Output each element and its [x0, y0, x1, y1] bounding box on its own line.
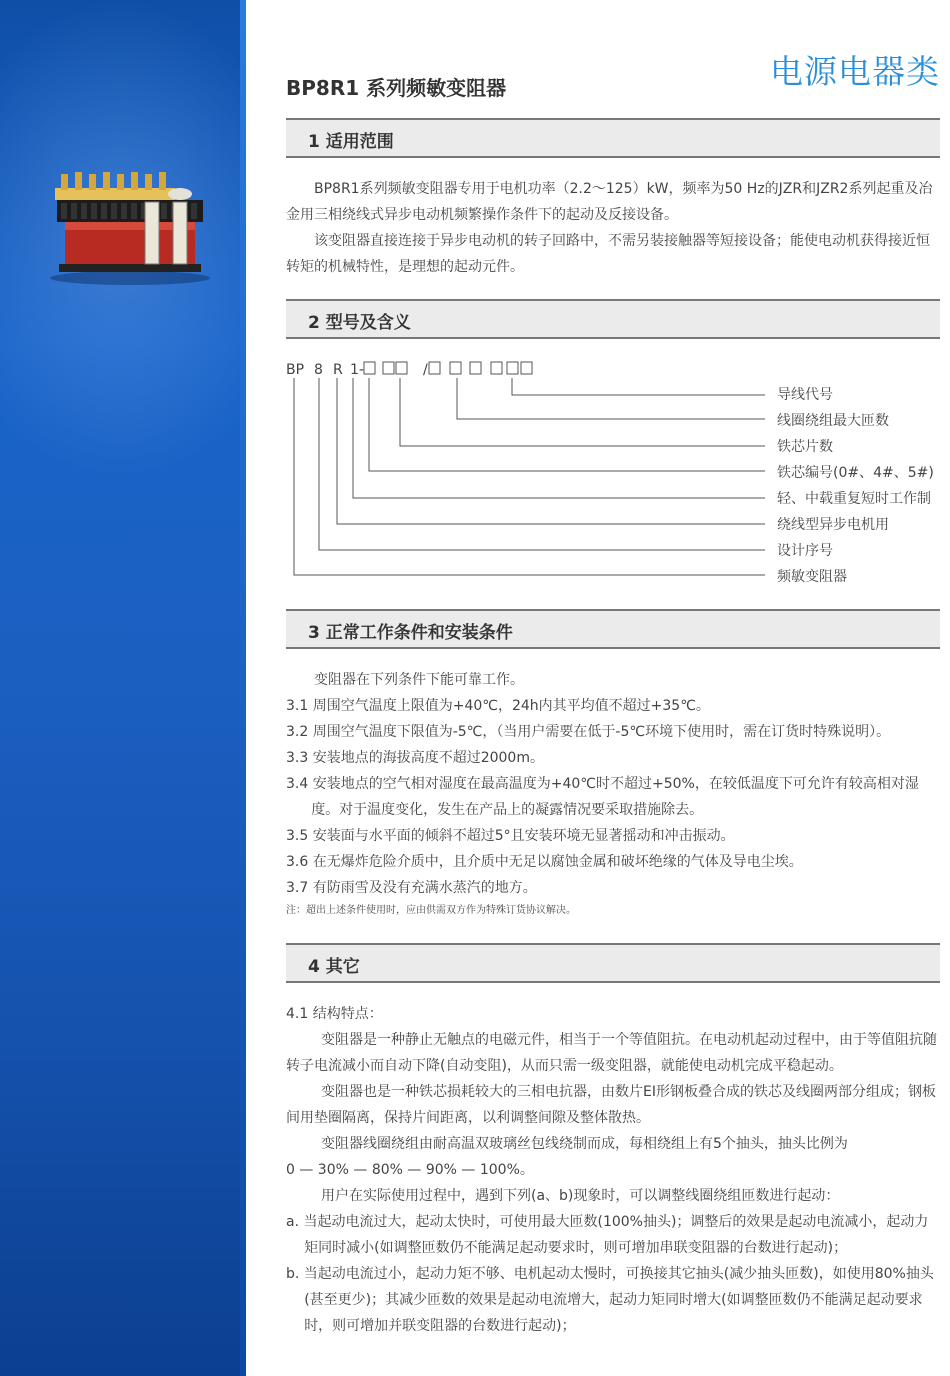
leader-line-2 [457, 378, 765, 419]
section-3-title: 3 正常工作条件和安装条件 [308, 623, 513, 643]
condition-item-7: 3.7 有防雨雪及没有充满水蒸汽的地方。 [286, 880, 537, 896]
section-3-body [286, 667, 940, 921]
section-1-paragraph-1: BP8R1系列频敏变阻器专用于电机功率（2.2～125）kW，频率为50 Hz的JZR和JZR2系列起重及冶金用三相绕线式异步电动机频繁操作条件下的起动及反接设备。 [286, 181, 933, 223]
section-4-paragraph-1: 变阻器是一种静止无触点的电磁元件，相当于一个等值阻抗。在电动机起动过程中，由于等值阻抗随转子电流减小而自动下降(自动变阻)，从而只需一级变阻器，就能使电动机完成平稳起动。 [286, 1032, 937, 1074]
placeholder-box-1 [364, 362, 375, 374]
model-designation-diagram [280, 355, 940, 590]
placeholder-box-2 [383, 362, 394, 374]
section-2-title: 2 型号及含义 [308, 313, 411, 333]
model-label-8: 频敏变阻器 [777, 569, 847, 585]
model-label-4: 铁芯编号(0#、4#、5#) [777, 465, 934, 481]
model-part-bp: BP [286, 362, 305, 378]
section-4-title: 4 其它 [308, 957, 360, 977]
category-title: 电源电器类 [770, 52, 940, 91]
section-4-subtitle: 4.1 结构特点： [286, 1006, 383, 1022]
placeholder-box-5 [450, 362, 461, 374]
section-3-intro: 变阻器在下列条件下能可靠工作。 [314, 672, 524, 688]
placeholder-box-3 [396, 362, 407, 374]
placeholder-box-4 [429, 362, 440, 374]
placeholder-box-8 [507, 362, 518, 374]
document-title: BP8R1 系列频敏变阻器 [286, 76, 507, 100]
section-2-header [286, 299, 940, 339]
section-1-body [286, 176, 940, 280]
model-label-7: 设计序号 [777, 543, 833, 559]
model-part-8: 8 [314, 362, 323, 378]
condition-item-4: 3.4 安装地点的空气相对湿度在最高温度为+40℃时不超过+50%，在较低温度下可允许有较高相对湿度。对于温度变化，发生在产品上的凝露情况要采取措施除去。 [286, 776, 919, 818]
model-label-1: 导线代号 [777, 387, 833, 403]
section-3-note: 注：超出上述条件使用时，应由供需双方作为特殊订货协议解决。 [286, 905, 576, 916]
section-4-tap-ratio: 0 — 30% — 80% — 90% — 100%。 [286, 1162, 534, 1178]
placeholder-box-7 [491, 362, 502, 374]
leader-line-3 [400, 378, 765, 446]
adjust-item-b: b. 当起动电流过小，起动力矩不够、电机起动太慢时，可换接其它抽头(减少抽头匝数)，如使用80%抽头(甚至更少)；其减少匝数的效果是起动电流增大，起动力矩同时增大(如调整匝数仍不能满足起动要求时，则可增加并联变阻器的台数进行起动)； [286, 1266, 934, 1334]
model-label-3: 铁芯片数 [777, 439, 833, 455]
section-1-header [286, 118, 940, 158]
model-part-r: R [333, 362, 343, 378]
leader-line-1 [512, 378, 765, 395]
leader-line-8 [294, 378, 765, 575]
section-4-paragraph-2: 变阻器也是一种铁芯损耗较大的三相电抗器，由数片EI形钢板叠合成的铁芯及线圈两部分组成；钢板间用垫圈隔离，保持片间距离，以利调整间隙及整体散热。 [286, 1084, 936, 1126]
sidebar-band [0, 0, 246, 1376]
leader-line-4 [369, 378, 765, 471]
section-4-paragraph-3: 变阻器线圈绕组由耐高温双玻璃丝包线绕制而成，每相绕组上有5个抽头，抽头比例为 [321, 1136, 848, 1152]
condition-item-2: 3.2 周围空气温度下限值为-5℃，（当用户需要在低于-5℃环境下使用时，需在订货时特殊说明）。 [286, 724, 891, 740]
section-3-header [286, 609, 940, 649]
model-part-1: 1- [350, 362, 364, 378]
model-label-5: 轻、中载重复短时工作制 [777, 491, 931, 507]
leader-line-6 [337, 378, 765, 524]
product-image [35, 160, 225, 290]
model-label-6: 绕线型异步电机用 [777, 517, 889, 533]
adjust-item-a: a. 当起动电流过大，起动太快时，可使用最大匝数(100%抽头)；调整后的效果是起动电流减小，起动力矩同时减小(如调整匝数仍不能满足起动要求时，则可增加串联变阻器的台数进行起动)； [286, 1214, 929, 1256]
section-1-title: 1 适用范围 [308, 132, 394, 152]
placeholder-box-6 [470, 362, 481, 374]
model-part-slash: / [423, 362, 428, 378]
section-4-body [286, 1001, 940, 1339]
sidebar-edge [240, 0, 246, 1376]
model-label-2: 线圈绕组最大匝数 [777, 413, 889, 429]
section-4-header [286, 943, 940, 983]
condition-item-6: 3.6 在无爆炸危险介质中，且介质中无足以腐蚀金属和破坏绝缘的气体及导电尘埃。 [286, 854, 803, 870]
leader-line-5 [353, 378, 765, 498]
condition-item-3: 3.3 安装地点的海拔高度不超过2000m。 [286, 750, 544, 766]
placeholder-box-9 [521, 362, 532, 374]
section-1-paragraph-2: 该变阻器直接连接于异步电动机的转子回路中，不需另装接触器等短接设备；能使电动机获得接近恒转矩的机械特性，是理想的起动元件。 [286, 233, 930, 275]
condition-item-5: 3.5 安装面与水平面的倾斜不超过5°且安装环境无显著摇动和冲击振动。 [286, 828, 735, 844]
condition-item-1: 3.1 周围空气温度上限值为+40℃，24h内其平均值不超过+35℃。 [286, 698, 710, 714]
section-4-paragraph-4: 用户在实际使用过程中，遇到下列(a、b)现象时，可以调整线圈绕组匝数进行起动： [321, 1188, 840, 1204]
